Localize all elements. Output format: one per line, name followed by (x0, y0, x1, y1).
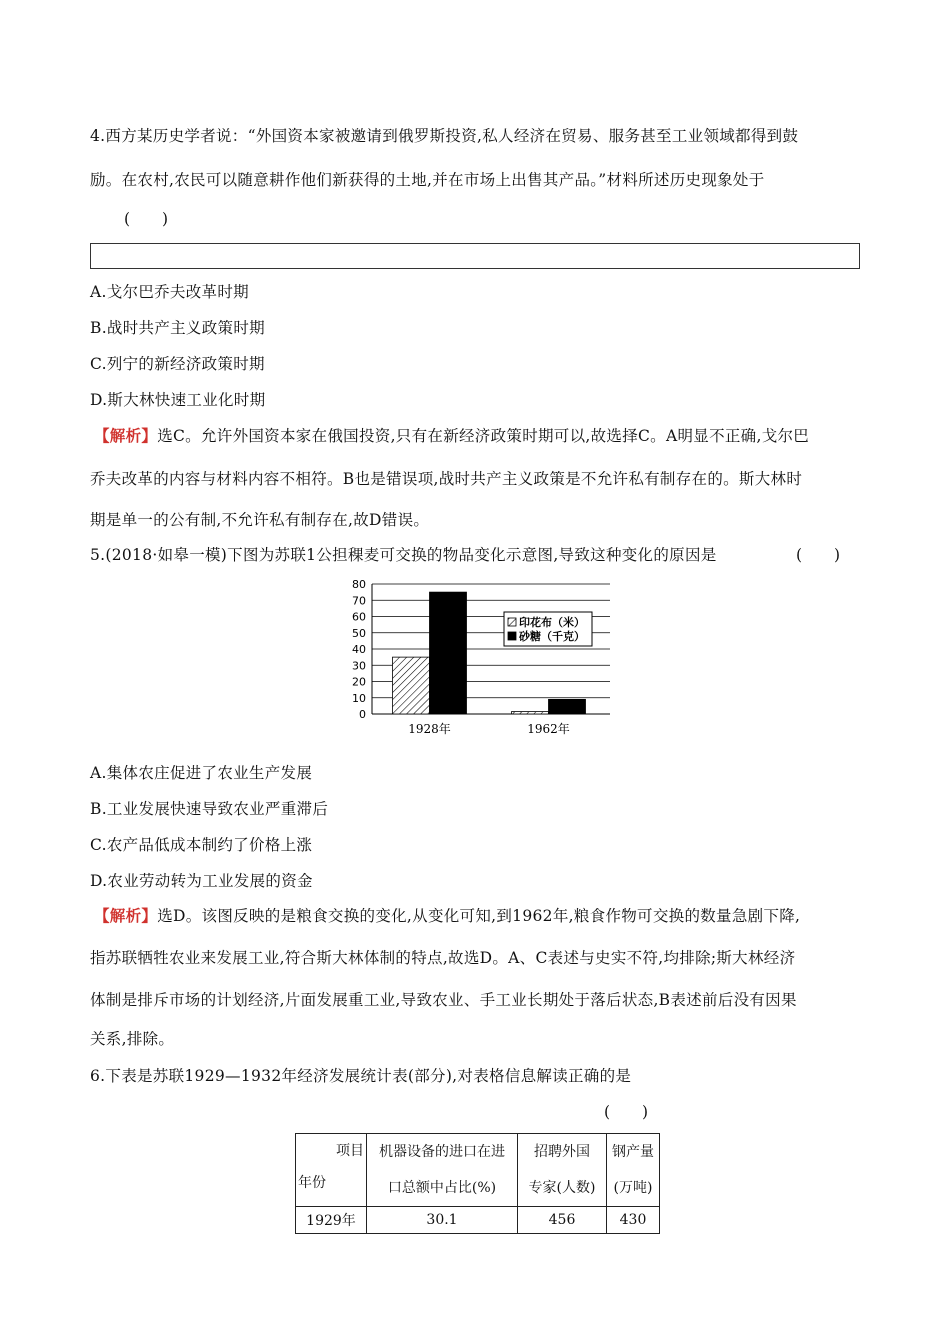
q4-option-c: C.列宁的新经济政策时期 (90, 355, 265, 373)
bar-sugar (430, 592, 467, 714)
corner-year-label: 年份 (298, 1175, 326, 1191)
y-tick-label: 20 (352, 675, 366, 689)
q4-option-a: A.戈尔巴乔夫改革时期 (90, 283, 249, 301)
table-cell-steel: 430 (607, 1207, 660, 1234)
y-tick-label: 30 (352, 659, 366, 673)
analysis-tag: 【解析】 (94, 426, 158, 445)
legend-swatch (508, 618, 516, 626)
table-header-row (296, 1134, 660, 1207)
q5-option-b: B.工业发展快速导致农业严重滞后 (90, 800, 329, 818)
y-tick-label: 50 (352, 626, 366, 640)
table-cell-import-share: 30.1 (367, 1207, 518, 1234)
y-tick-label: 60 (352, 610, 366, 624)
q4-analysis-line-2: 乔夫改革的内容与材料内容不相符。B也是错误项,战时共产主义政策是不允许私有制存在的。斯大林时 (90, 470, 803, 488)
q4-option-b: B.战时共产主义政策时期 (90, 319, 265, 337)
q4-analysis-line-1: 【解析】选C。允许外国资本家在俄国投资,只有在新经济政策时期可以,故选择C。A明显不正确,戈尔巴 (94, 426, 810, 445)
q5-option-d: D.农业劳动转为工业发展的资金 (90, 872, 313, 890)
bar-chart-svg (340, 575, 620, 740)
table-row (296, 1207, 660, 1234)
x-tick-label: 1928年 (408, 722, 451, 736)
x-tick-label: 1962年 (527, 722, 570, 736)
y-tick-label: 0 (359, 708, 366, 721)
bar-chart (340, 575, 620, 744)
q6-answer-paren: ( ) (604, 1103, 649, 1121)
legend-swatch (508, 632, 516, 640)
analysis-tag: 【解析】 (94, 906, 158, 925)
bar-cloth (393, 657, 430, 714)
y-tick-label: 80 (352, 578, 366, 591)
q5-analysis-line-2: 指苏联牺牲农业来发展工业,符合斯大林体制的特点,故选D。A、C表述与史实不符,均排除;斯大林经济 (90, 949, 796, 967)
q4-stem-line-1: 4.西方某历史学者说：“外国资本家被邀请到俄罗斯投资,私人经济在贸易、服务甚至工业领域都得到鼓 (90, 127, 799, 145)
table-header-steel-output: 钢产量 (万吨) (607, 1134, 660, 1207)
table-header-foreign-experts: 招聘外国 专家(人数) (518, 1134, 607, 1207)
table-cell-year: 1929年 (296, 1207, 367, 1234)
legend-label: 印花布（米） (519, 616, 585, 629)
legend-label: 砂糖（千克） (519, 630, 585, 643)
q5-analysis-line-3: 体制是排斥市场的计划经济,片面发展重工业,导致农业、手工业长期处于落后状态,B表述前后没有因果 (90, 991, 797, 1009)
q4-answer-paren: ( ) (124, 210, 169, 228)
q5-analysis-line-4: 关系,排除。 (90, 1030, 175, 1048)
q5-option-c: C.农产品低成本制约了价格上涨 (90, 836, 313, 854)
q6-stem: 6.下表是苏联1929—1932年经济发展统计表(部分),对表格信息解读正确的是 (90, 1067, 632, 1085)
q5-analysis-line-1: 【解析】选D。该图反映的是粮食交换的变化,从变化可知,到1962年,粮食作物可交换的数量急剧下降, (94, 906, 801, 925)
q5-answer-paren: ( ) (796, 546, 841, 564)
q4-analysis-line-3: 期是单一的公有制,不允许私有制存在,故D错误。 (90, 511, 430, 529)
bar-sugar (549, 699, 586, 714)
table-corner-cell (296, 1134, 367, 1207)
table-header-import-share: 机器设备的进口在进 口总额中占比(%) (367, 1134, 518, 1207)
q4-option-d: D.斯大林快速工业化时期 (90, 391, 266, 409)
q5-stem: 5.(2018·如皋一模)下图为苏联1公担稞麦可交换的物品变化示意图,导致这种变化的原因是 (90, 546, 717, 564)
answer-input-box[interactable] (90, 243, 860, 269)
economic-stats-table (295, 1133, 660, 1234)
table-cell-experts: 456 (518, 1207, 607, 1234)
y-tick-label: 70 (352, 594, 366, 608)
bar-cloth (512, 712, 549, 714)
q5-option-a: A.集体农庄促进了农业生产发展 (90, 764, 313, 782)
y-tick-label: 40 (352, 643, 366, 656)
corner-item-label: 项目 (336, 1143, 364, 1159)
y-tick-label: 10 (352, 691, 366, 705)
q4-stem-line-2: 励。在农村,农民可以随意耕作他们新获得的土地,并在市场上出售其产品。”材料所述历史现象处于 (90, 171, 765, 189)
